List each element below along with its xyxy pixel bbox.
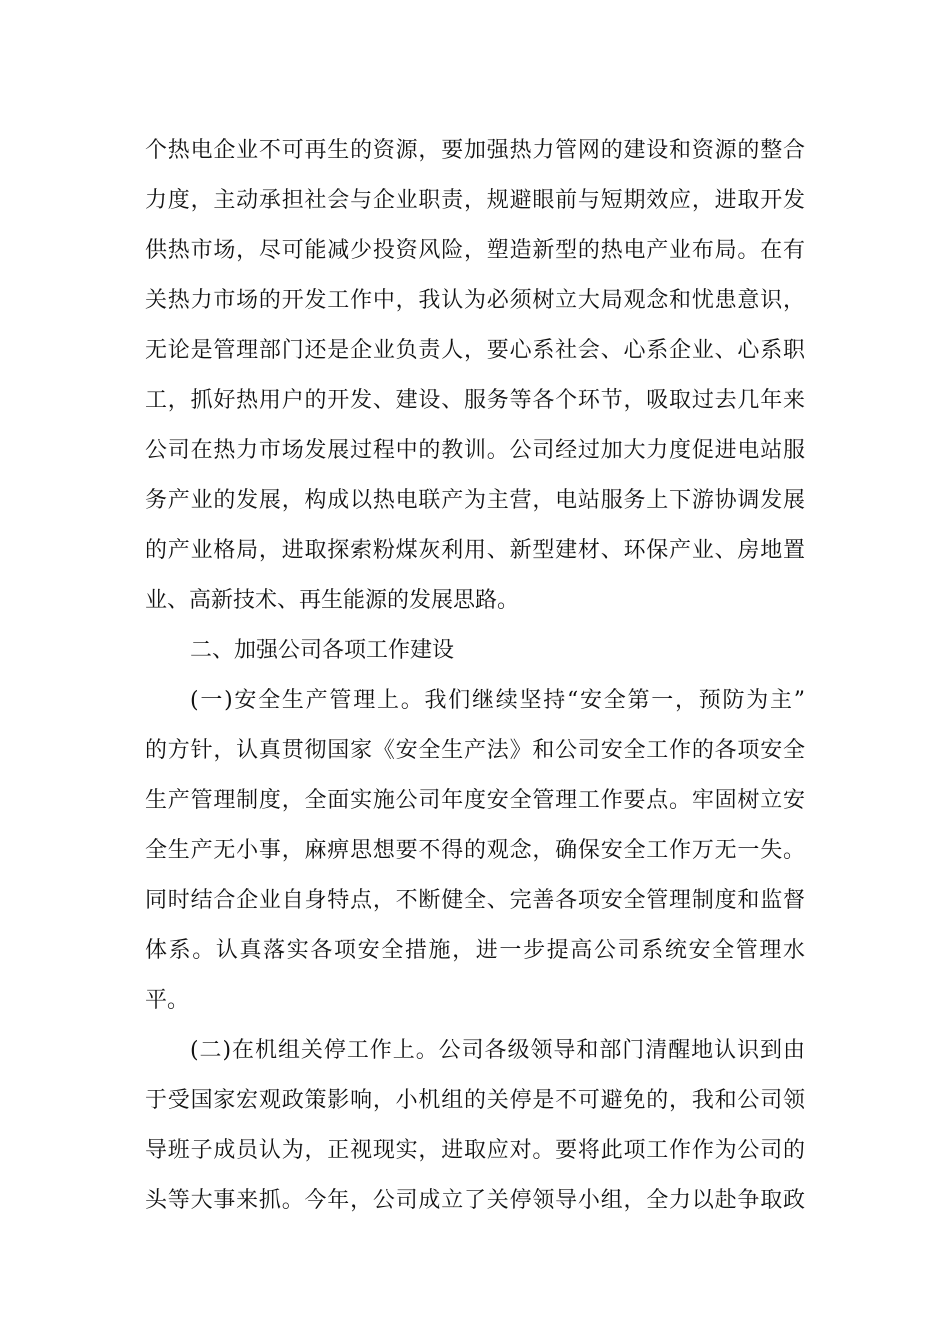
body-text-line: 于受国家宏观政策影响，小机组的关停是不可避免的，我和公司领 [145,1088,805,1113]
body-text-line: 生产管理制度，全面实施公司年度安全管理工作要点。牢固树立安 [145,788,805,813]
paragraph-first-line: (二)在机组关停工作上。公司各级领导和部门清醒地认识到由 [190,1038,805,1063]
paragraph-first-line: (一)安全生产管理上。我们继续坚持“安全第一，预防为主” [190,688,805,713]
body-text-line: 无论是管理部门还是企业负责人，要心系社会、心系企业、心系职 [145,338,805,363]
body-text-line: 关热力市场的开发工作中，我认为必须树立大局观念和忧患意识， [145,288,805,313]
section-heading: 二、加强公司各项工作建设 [190,638,455,663]
body-text-line: 的方针，认真贯彻国家《安全生产法》和公司安全工作的各项安全 [145,738,805,763]
body-text-line: 平。 [145,988,190,1013]
body-text-line: 公司在热力市场发展过程中的教训。公司经过加大力度促进电站服 [145,438,805,463]
body-text-line: 工，抓好热用户的开发、建设、服务等各个环节，吸取过去几年来 [145,388,805,413]
body-text-line: 供热市场，尽可能减少投资风险，塑造新型的热电产业布局。在有 [145,238,805,263]
body-text-line: 力度，主动承担社会与企业职责，规避眼前与短期效应，进取开发 [145,188,805,213]
body-text-line: 头等大事来抓。今年，公司成立了关停领导小组，全力以赴争取政 [145,1188,805,1213]
body-text-line: 个热电企业不可再生的资源，要加强热力管网的建设和资源的整合 [145,138,805,163]
body-text-line: 业、高新技术、再生能源的发展思路。 [145,588,520,613]
body-text-line: 全生产无小事，麻痹思想要不得的观念，确保安全工作万无一失。 [145,838,805,863]
body-text-line: 体系。认真落实各项安全措施，进一步提高公司系统安全管理水 [145,938,805,963]
body-text-line: 导班子成员认为，正视现实，进取应对。要将此项工作作为公司的 [145,1138,805,1163]
body-text-line: 务产业的发展，构成以热电联产为主营，电站服务上下游协调发展 [145,488,805,513]
body-text-line: 同时结合企业自身特点，不断健全、完善各项安全管理制度和监督 [145,888,805,913]
body-text-line: 的产业格局，进取探索粉煤灰利用、新型建材、环保产业、房地置 [145,538,805,563]
